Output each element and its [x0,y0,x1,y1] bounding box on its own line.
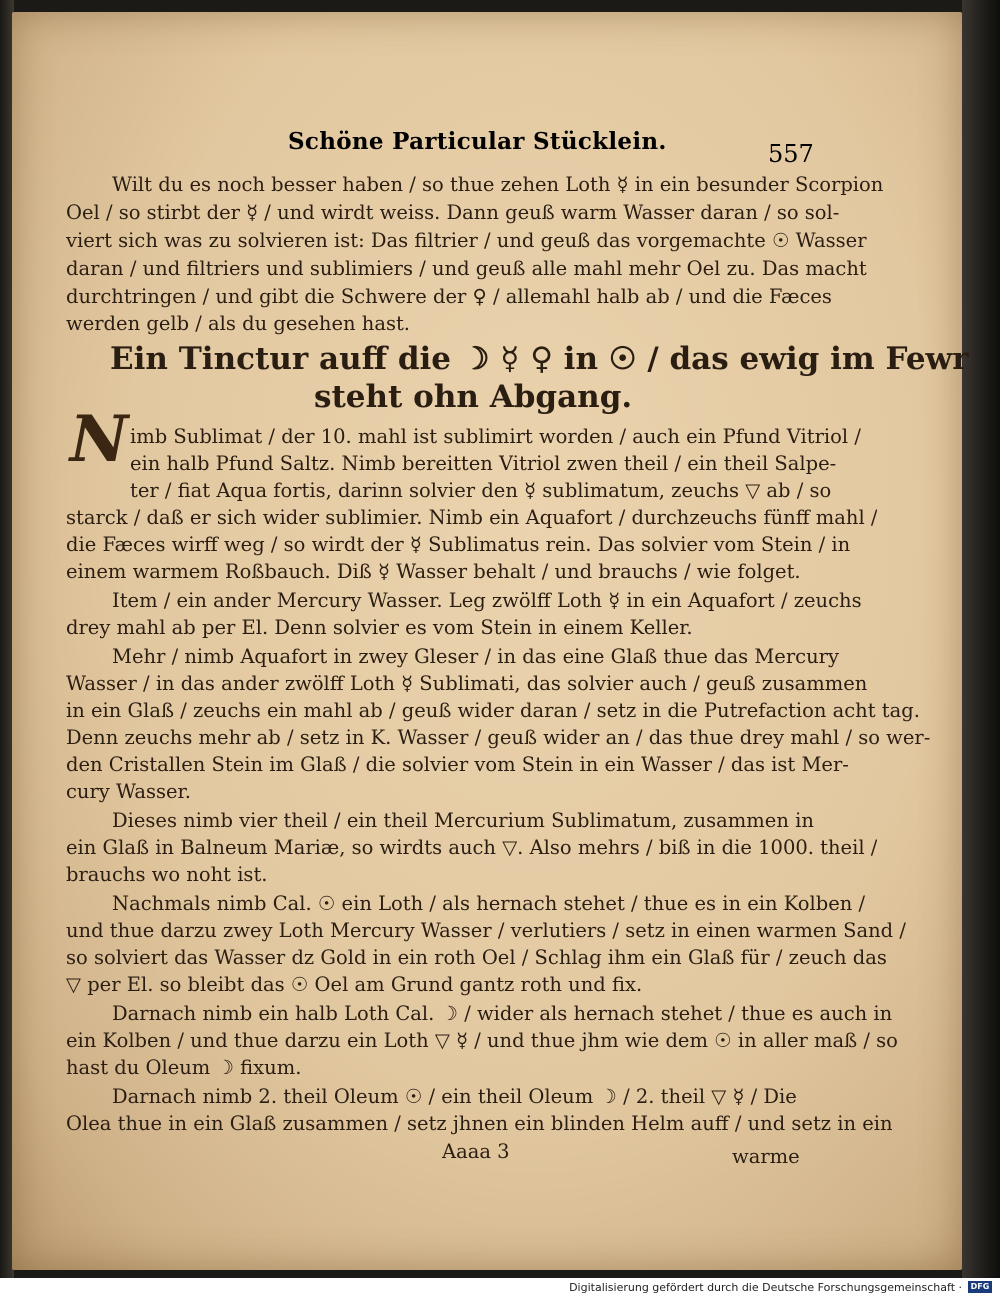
text-line: cury Wasser. [66,780,191,803]
text-line: Olea thue in ein Glaß zusammen / setz jhnen ein blinden Helm auff / und setz in ein [66,1112,893,1135]
text-line: einem warmem Roßbauch. Diß ☿ Wasser behalt / und brauchs / wie folget. [66,560,801,583]
text-line: starck / daß er sich wider sublimier. Nimb ein Aquafort / durchzeuchs fünff mahl / [66,506,878,529]
text-line: Wilt du es noch besser haben / so thue zehen Loth ☿ in ein besunder Scorpion [112,173,884,196]
catchword: warme [732,1145,800,1168]
text-line: ein halb Pfund Saltz. Nimb bereitten Vitriol zwen theil / ein theil Salpe- [130,452,837,475]
book-spine [962,0,1000,1278]
text-line: ▽ per El. so bleibt das ☉ Oel am Grund gantz roth und fix. [66,973,643,996]
decorated-initial: N [69,402,129,477]
signature-mark: Aaaa 3 [442,1140,510,1163]
text-line: die Fæces wirff weg / so wirdt der ☿ Sublimatus rein. Das solvier vom Stein / in [66,533,851,556]
text-line: und thue darzu zwey Loth Mercury Wasser / verlutiers / setz in einen warmen Sand / [66,919,906,942]
text-line: Wasser / in das ander zwölff Loth ☿ Sublimati, das solvier auch / geuß zusammen [66,672,868,695]
text-line: ein Glaß in Balneum Mariæ, so wirdts auch ▽. Also mehrs / biß in die 1000. theil / [66,836,878,859]
text-line: daran / und filtriers und sublimiers / und geuß alle mahl mehr Oel zu. Das macht [66,257,867,280]
text-line: imb Sublimat / der 10. mahl ist sublimirt worden / auch ein Pfund Vitriol / [130,425,861,448]
running-head: Schöne Particular Stücklein. [288,128,667,155]
section-heading: steht ohn Abgang. [314,379,633,415]
text-line: Nachmals nimb Cal. ☉ ein Loth / als hernach stehet / thue es in ein Kolben / [112,892,866,915]
dfg-logo: DFG [968,1281,992,1293]
text-line: in ein Glaß / zeuchs ein mahl ab / geuß wider daran / setz in die Putrefaction acht tag. [66,699,920,722]
text-line: den Cristallen Stein im Glaß / die solvier vom Stein in ein Wasser / das ist Mer- [66,753,849,776]
text-line: durchtringen / und gibt die Schwere der ♀ / allemahl halb ab / und die Fæces [66,285,832,308]
text-line: ter / fiat Aqua fortis, darinn solvier den ☿ sublimatum, zeuchs ▽ ab / so [130,479,832,502]
text-line: so solviert das Wasser dz Gold in ein roth Oel / Schlag ihm ein Glaß für / zeuch das [66,946,887,969]
text-line: werden gelb / als du gesehen hast. [66,312,411,335]
text-line: brauchs wo noht ist. [66,863,268,886]
text-line: Dieses nimb vier theil / ein theil Mercurium Sublimatum, zusammen in [112,809,814,832]
page-number: 557 [768,140,814,168]
text-line: Item / ein ander Mercury Wasser. Leg zwölff Loth ☿ in ein Aquafort / zeuchs [112,589,862,612]
section-heading: Ein Tinctur auff die ☽ ☿ ♀ in ☉ / das ewig im Fewr [110,341,969,377]
text-line: Darnach nimb 2. theil Oleum ☉ / ein theil Oleum ☽ / 2. theil ▽ ☿ / Die [112,1085,797,1108]
text-line: Mehr / nimb Aquafort in zwey Gleser / in das eine Glaß thue das Mercury [112,645,839,668]
text-line: ein Kolben / und thue darzu ein Loth ▽ ☿ / und thue jhm wie dem ☉ in aller maß / so [66,1029,898,1052]
text-line: Denn zeuchs mehr ab / setz in K. Wasser / geuß wider an / das thue drey mahl / so wer- [66,726,931,749]
text-line: viert sich was zu solvieren ist: Das filtrier / und geuß das vorgemachte ☉ Wasser [66,229,867,252]
text-line: hast du Oleum ☽ fixum. [66,1056,302,1079]
text-line: Darnach nimb ein halb Loth Cal. ☽ / wider als hernach stehet / thue es auch in [112,1002,893,1025]
funding-credit: Digitalisierung gefördert durch die Deutsche Forschungsgemeinschaft · [569,1281,962,1294]
text-line: drey mahl ab per El. Denn solvier es vom Stein in einem Keller. [66,616,693,639]
text-line: Oel / so stirbt der ☿ / und wirdt weiss. Dann geuß warm Wasser daran / so sol- [66,201,840,224]
